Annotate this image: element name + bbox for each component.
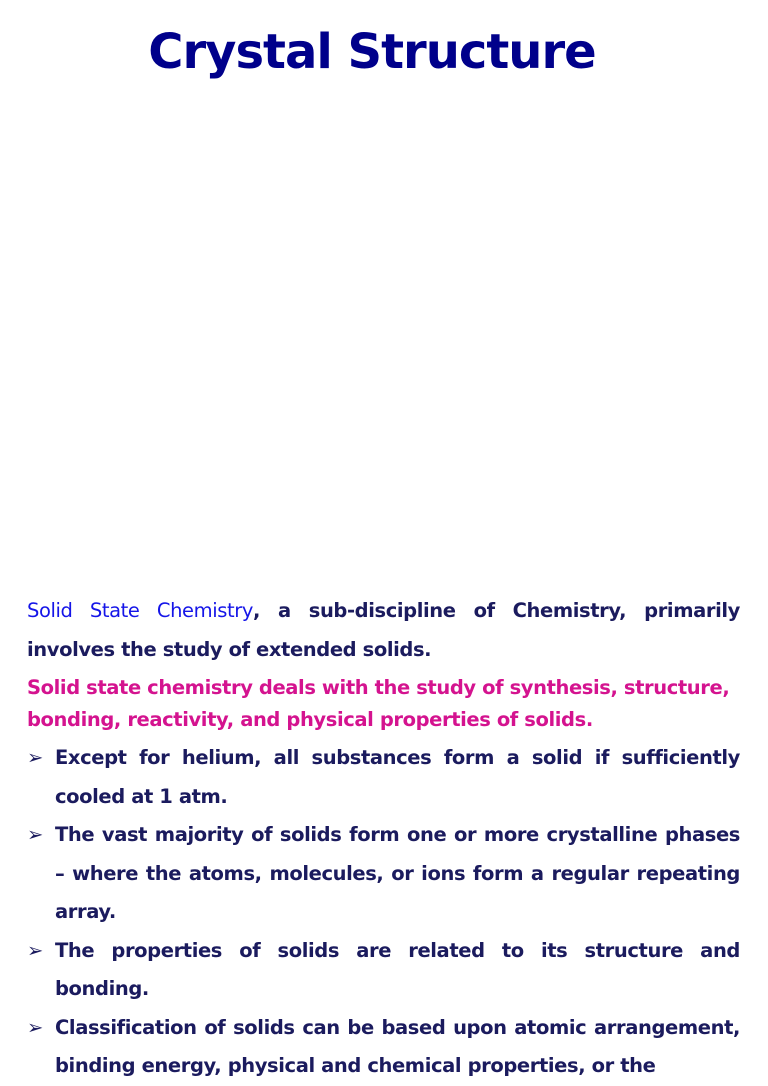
bullet-list — [27, 739, 740, 1086]
arrow-bullet-icon: ➢ — [27, 1015, 43, 1039]
bullet-item — [27, 932, 740, 1009]
bullet-text: Classification of solids can be based upon atomic arrangement, binding energy, physical and chemical properties, or the — [55, 1015, 740, 1077]
bullet-item — [27, 1009, 740, 1086]
arrow-bullet-icon: ➢ — [27, 938, 43, 962]
page-title: Crystal Structure — [148, 24, 596, 80]
bullet-text: The vast majority of solids form one or more crystalline phases – where the atoms, molecules, or ions form a regular repeating array. — [55, 823, 740, 923]
intro-term: Solid State Chemistry — [27, 599, 254, 622]
intro-paragraph — [27, 592, 740, 669]
slide-body — [27, 592, 740, 1086]
highlight-paragraph: Solid state chemistry deals with the study of synthesis, structure, bonding, reactivity, and physical properties of solids. — [27, 676, 730, 731]
bullet-item — [27, 816, 740, 932]
bullet-item — [27, 739, 740, 816]
arrow-bullet-icon: ➢ — [27, 823, 43, 846]
intro-text: , a sub-discipline of Chemistry, primarily involves the study of extended solids. — [27, 599, 740, 661]
bullet-text: The properties of solids are related to its structure and bonding. — [55, 938, 740, 1000]
arrow-bullet-icon: ➢ — [27, 746, 43, 769]
bullet-text: Except for helium, all substances form a solid if sufficiently cooled at 1 atm. — [55, 746, 740, 808]
